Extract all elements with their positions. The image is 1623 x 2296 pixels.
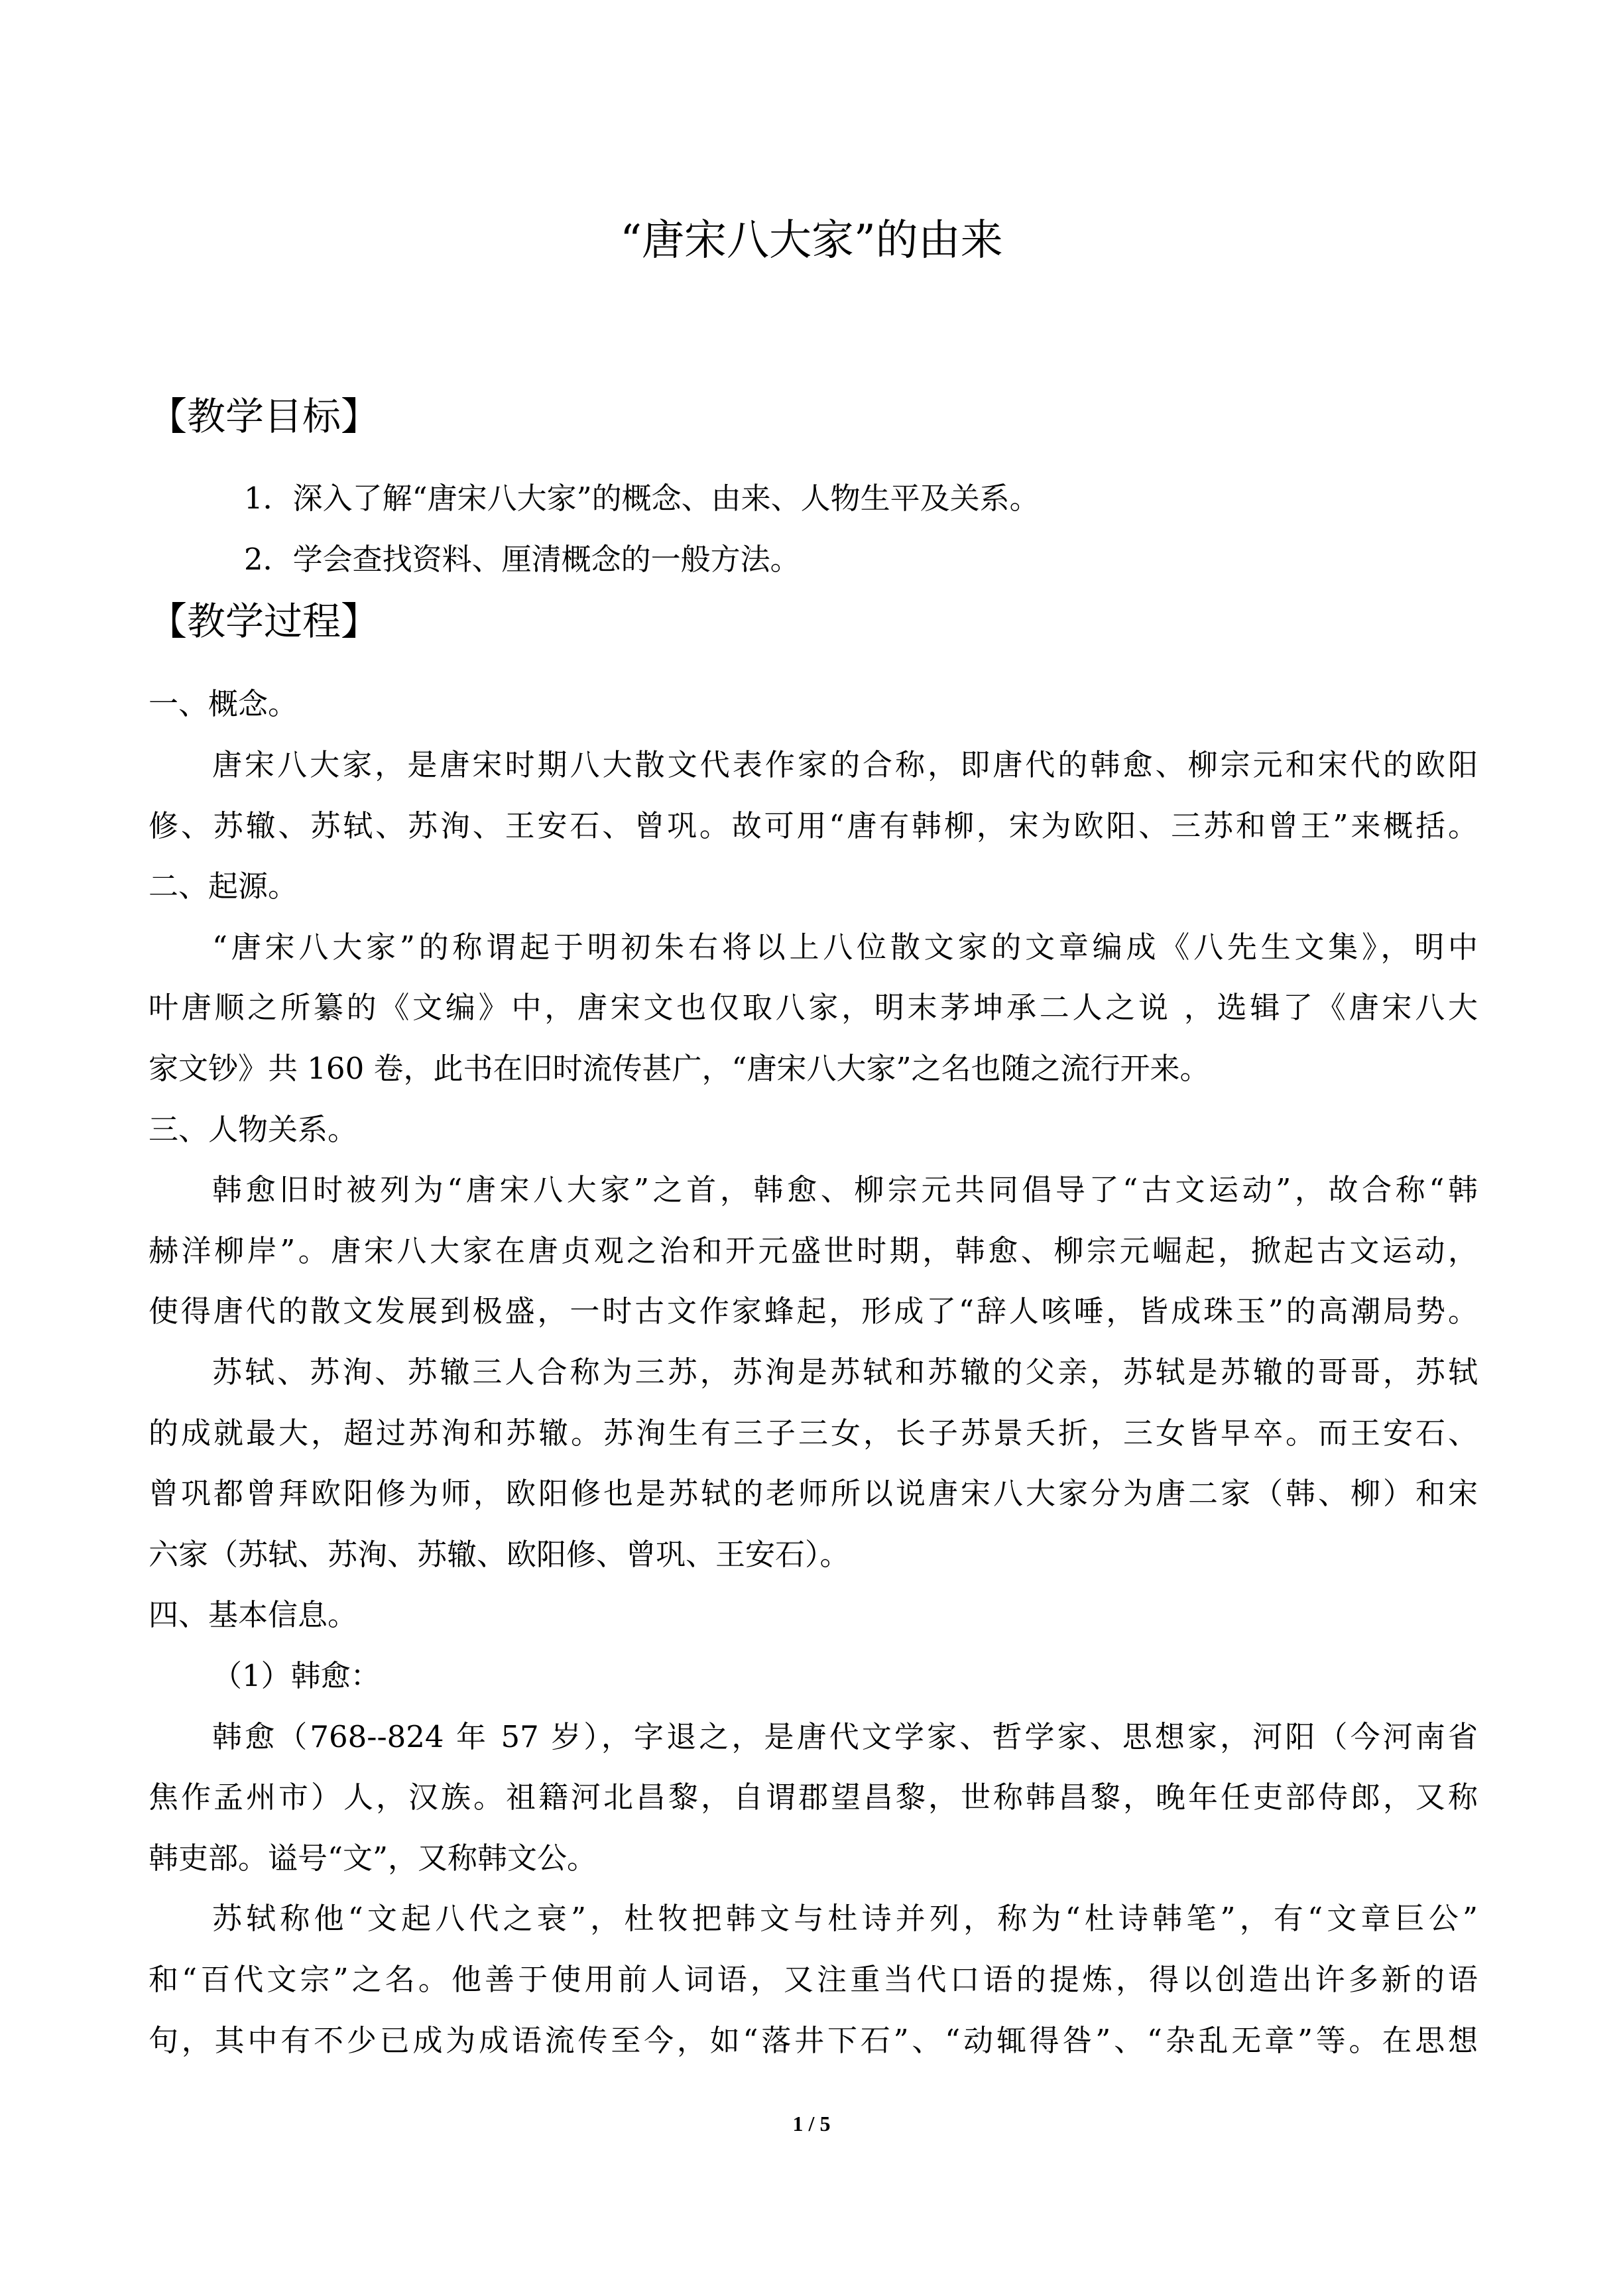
paragraph-line: 焦作孟州市）人，汉族。祖籍河北昌黎，自谓郡望昌黎，世称韩昌黎，晚年任吏部侍郎，又称 [149, 1780, 1478, 1815]
paragraph-line: 使得唐代的散文发展到极盛，一时古文作家蜂起，形成了“辞人咳唾，皆成珠玉”的高潮局势。 [149, 1294, 1478, 1329]
paragraph-line: 韩愈旧时被列为“唐宋八大家”之首，韩愈、柳宗元共同倡导了“古文运动”，故合称“韩 [212, 1172, 1478, 1207]
paragraph-line: 句，其中有不少已成为成语流传至今，如“落井下石”、“动辄得咎”、“杂乱无章”等。在思想 [149, 2023, 1478, 2058]
paragraph-line: 苏轼、苏洵、苏辙三人合称为三苏，苏洵是苏轼和苏辙的父亲，苏轼是苏辙的哥哥，苏轼 [212, 1355, 1478, 1390]
subheading-han-yu: （1）韩愈： [212, 1658, 381, 1693]
heading-origin: 二、起源。 [149, 869, 298, 904]
paragraph-line: 曾巩都曾拜欧阳修为师，欧阳修也是苏轼的老师所以说唐宋八大家分为唐二家（韩、柳）和宋 [149, 1476, 1478, 1511]
paragraph-line: 韩吏部。谥号“文”，又称韩文公。 [149, 1841, 597, 1876]
paragraph-line: 赫洋柳岸”。唐宋八大家在唐贞观之治和开元盛世时期，韩愈、柳宗元崛起，掀起古文运动， [149, 1233, 1478, 1268]
page-number: 1 / 5 [792, 2112, 831, 2136]
goal-item-2: 2．学会查找资料、厘清概念的一般方法。 [244, 542, 800, 577]
page-title: “唐宋八大家”的由来 [620, 216, 1003, 265]
section-heading-goals: 【教学目标】 [149, 394, 380, 439]
paragraph-line: 苏轼称他“文起八代之衰”，杜牧把韩文与杜诗并列，称为“杜诗韩笔”，有“文章巨公” [212, 1901, 1478, 1936]
paragraph-line: 韩愈（768--824 年 57 岁），字退之，是唐代文学家、哲学家、思想家，河阳（今河南省 [212, 1719, 1478, 1754]
section-heading-process: 【教学过程】 [149, 599, 380, 644]
paragraph-line: 六家（苏轼、苏洵、苏辙、欧阳修、曾巩、王安石）。 [149, 1537, 850, 1572]
heading-relations: 三、人物关系。 [149, 1112, 358, 1147]
paragraph-line: 唐宋八大家，是唐宋时期八大散文代表作家的合称，即唐代的韩愈、柳宗元和宋代的欧阳 [212, 747, 1478, 782]
heading-basic-info: 四、基本信息。 [149, 1597, 358, 1632]
paragraph-line: 家文钞》共 160 卷，此书在旧时流传甚广，“唐宋八大家”之名也随之流行开来。 [149, 1051, 1210, 1086]
paragraph-line: 叶唐顺之所纂的《文编》中，唐宋文也仅取八家，明末茅坤承二人之说 ，选辑了《唐宋八大 [149, 990, 1478, 1025]
paragraph-line: “唐宋八大家”的称谓起于明初朱右将以上八位散文家的文章编成《八先生文集》，明中 [212, 930, 1478, 965]
paragraph-line: 和“百代文宗”之名。他善于使用前人词语，又注重当代口语的提炼，得以创造出许多新的语 [149, 1962, 1478, 1997]
goal-item-1: 1．深入了解“唐宋八大家”的概念、由来、人物生平及关系。 [244, 481, 1040, 516]
paragraph-line: 的成就最大，超过苏洵和苏辙。苏洵生有三子三女，长子苏景夭折，三女皆早卒。而王安石、 [149, 1416, 1478, 1451]
paragraph-line: 修、苏辙、苏轼、苏洵、王安石、曾巩。故可用“唐有韩柳，宋为欧阳、三苏和曾王”来概括。 [149, 808, 1478, 843]
heading-concept: 一、概念。 [149, 686, 298, 721]
